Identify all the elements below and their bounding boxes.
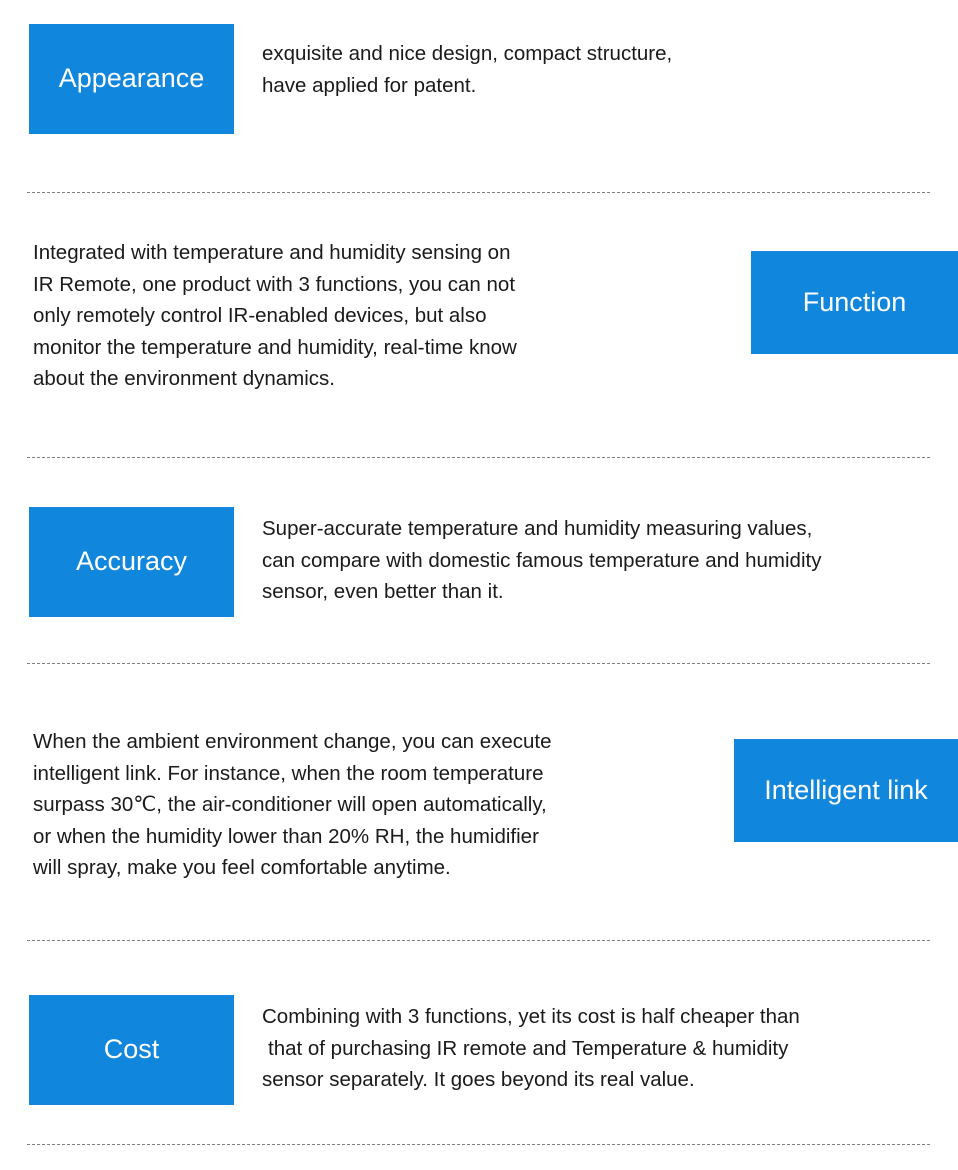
feature-description-function — [0, 237, 715, 395]
description-line: sensor separately. It goes beyond its real value. — [262, 1068, 695, 1091]
divider — [27, 1144, 930, 1145]
description-line: surpass 30℃, the air-conditioner will open automatically, — [33, 793, 547, 816]
description-line: will spray, make you feel comfortable anytime. — [33, 856, 451, 879]
feature-row-accuracy — [0, 507, 958, 617]
feature-description-cost — [234, 995, 958, 1096]
feature-badge-appearance — [29, 24, 234, 134]
feature-row-cost — [0, 995, 958, 1105]
feature-badge-label: Appearance — [58, 63, 205, 94]
feature-badge-function — [751, 251, 958, 354]
description-line: Super-accurate temperature and humidity measuring values, — [262, 517, 813, 540]
description-line: IR Remote, one product with 3 functions, you can not — [33, 272, 516, 296]
divider — [27, 192, 930, 193]
feature-row-appearance — [0, 24, 958, 134]
feature-description-accuracy — [234, 507, 958, 608]
description-line: Combining with 3 functions, yet its cost is half cheaper than — [262, 1005, 800, 1028]
feature-row-function — [0, 237, 958, 395]
divider — [27, 457, 930, 458]
description-line: can compare with domestic famous temperature and humidity — [262, 548, 822, 572]
description-line: that of purchasing IR remote and Temperature & humidity — [268, 1036, 789, 1060]
feature-badge-intelligent-link — [734, 739, 958, 842]
description-line: about the environment dynamics. — [33, 367, 335, 390]
feature-badge-label: Function — [802, 286, 907, 317]
feature-badge-accuracy — [29, 507, 234, 617]
divider — [27, 663, 930, 664]
feature-badge-cost — [29, 995, 234, 1105]
feature-badge-label: Cost — [103, 1034, 160, 1065]
description-line: have applied for patent. — [262, 73, 477, 97]
feature-row-intelligent-link — [0, 726, 958, 884]
description-line: monitor the temperature and humidity, real-time know — [33, 335, 517, 359]
description-line: sensor, even better than it. — [262, 580, 504, 603]
description-line: exquisite and nice design, compact structure, — [262, 42, 673, 65]
feature-badge-label: Intelligent link — [764, 774, 928, 805]
description-line: only remotely control IR-enabled devices, but also — [33, 304, 487, 327]
description-line: or when the humidity lower than 20% RH, the humidifier — [33, 824, 539, 848]
feature-badge-label: Accuracy — [75, 546, 188, 577]
divider — [27, 940, 930, 941]
description-line: Integrated with temperature and humidity sensing on — [33, 241, 511, 264]
description-line: When the ambient environment change, you can execute — [33, 730, 552, 753]
description-line: intelligent link. For instance, when the room temperature — [33, 761, 544, 785]
feature-description-intelligent-link — [0, 726, 696, 884]
feature-description-appearance — [234, 24, 958, 101]
